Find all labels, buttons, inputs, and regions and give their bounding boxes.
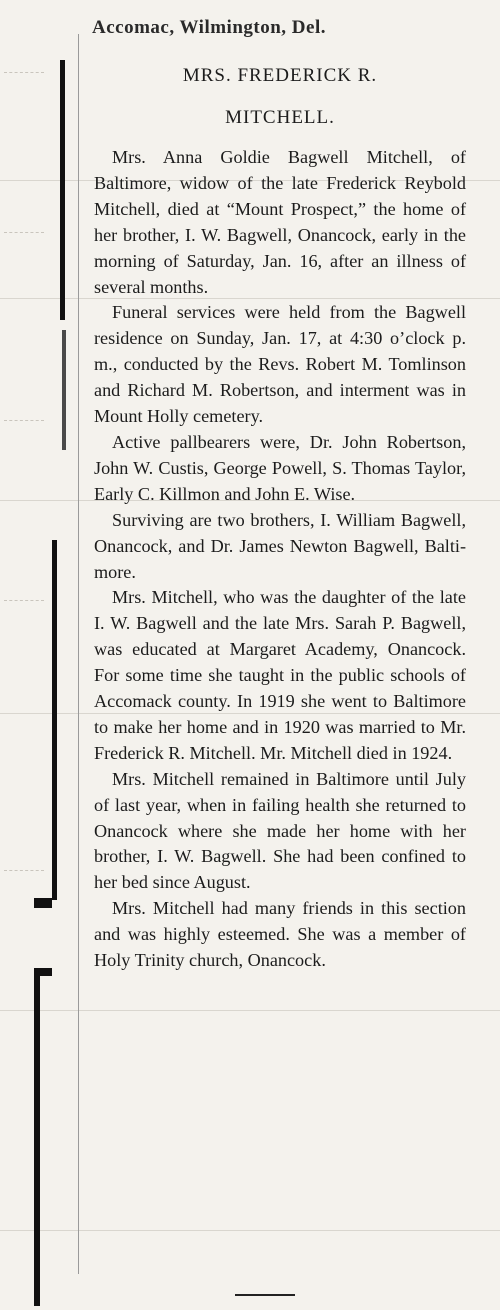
margin-dash xyxy=(4,232,44,233)
paragraph: Mrs. Anna Goldie Bagwell Mitchell, of Baltimore, widow of the late Frederick Reybold Mitchell, died at “Mount Prospect,” the home of her brother, I. W. Bagwell, Onancock, early in the morning of Saturday, Jan. 16, after an illness of several months. xyxy=(94,147,466,297)
scan-edge-bar xyxy=(34,968,52,976)
column-rule xyxy=(78,34,79,1274)
paper-rule xyxy=(0,1010,500,1011)
paragraph: Mrs. Mitchell remained in Baltimore until July of last year, when in failing health she returned to Onancock where she made her home with her brother, I. W. Bagwell. She had been confined to her bed since August. xyxy=(94,768,466,893)
margin-dash xyxy=(4,420,44,421)
article-body xyxy=(94,145,466,974)
scan-edge-bar xyxy=(34,976,40,1306)
end-rule xyxy=(235,1294,295,1296)
paragraph: Active pallbearers were, Dr. John Robertson, John W. Custis, George Powell, S. Thomas Taylor, Early C. Killmon and John E. Wise. xyxy=(94,431,466,504)
paragraph: Funeral services were held from the Bagwell residence on Sunday, Jan. 17, at 4:30 o’clock p. m., conducted by the Revs. Robert M. Tomlinson and Richard M. Robertson, and interment was in Mount Holly cemetery. xyxy=(94,302,466,427)
paragraph: Mrs. Mitchell, who was the daughter of the late I. W. Bagwell and the late Mrs. Sarah P. Bagwell, was educated at Margaret Academy, Onancock. For some time she taught in the public schools of Accomack county. In 1919 she went to Baltimore to make her home and in 1920 was married to Mr. Frederick R. Mitchell. Mr. Mitchell died in 1924. xyxy=(94,587,466,763)
paper-rule xyxy=(0,1230,500,1231)
masthead-dateline: Accomac, Wilmington, Del. xyxy=(92,17,326,38)
scan-edge-bar xyxy=(62,330,66,450)
paragraph: Mrs. Mitchell had many friends in this section and was highly esteemed. She was a member of Holy Trinity church, Onancock. xyxy=(94,898,466,971)
scan-edge-bar xyxy=(34,898,52,908)
paragraph: Surviving are two brothers, I. William Bagwell, Onancock, and Dr. James Newton Bagwell, Baltimore. xyxy=(94,509,466,582)
headline-line-1: MRS. FREDERICK R. xyxy=(182,65,378,86)
scan-edge-bar xyxy=(52,540,57,900)
headline-line-2: MITCHELL. xyxy=(225,107,335,128)
margin-dash xyxy=(4,600,44,601)
margin-dash xyxy=(4,72,44,73)
margin-dash xyxy=(4,870,44,871)
scan-edge-bar xyxy=(60,60,65,320)
